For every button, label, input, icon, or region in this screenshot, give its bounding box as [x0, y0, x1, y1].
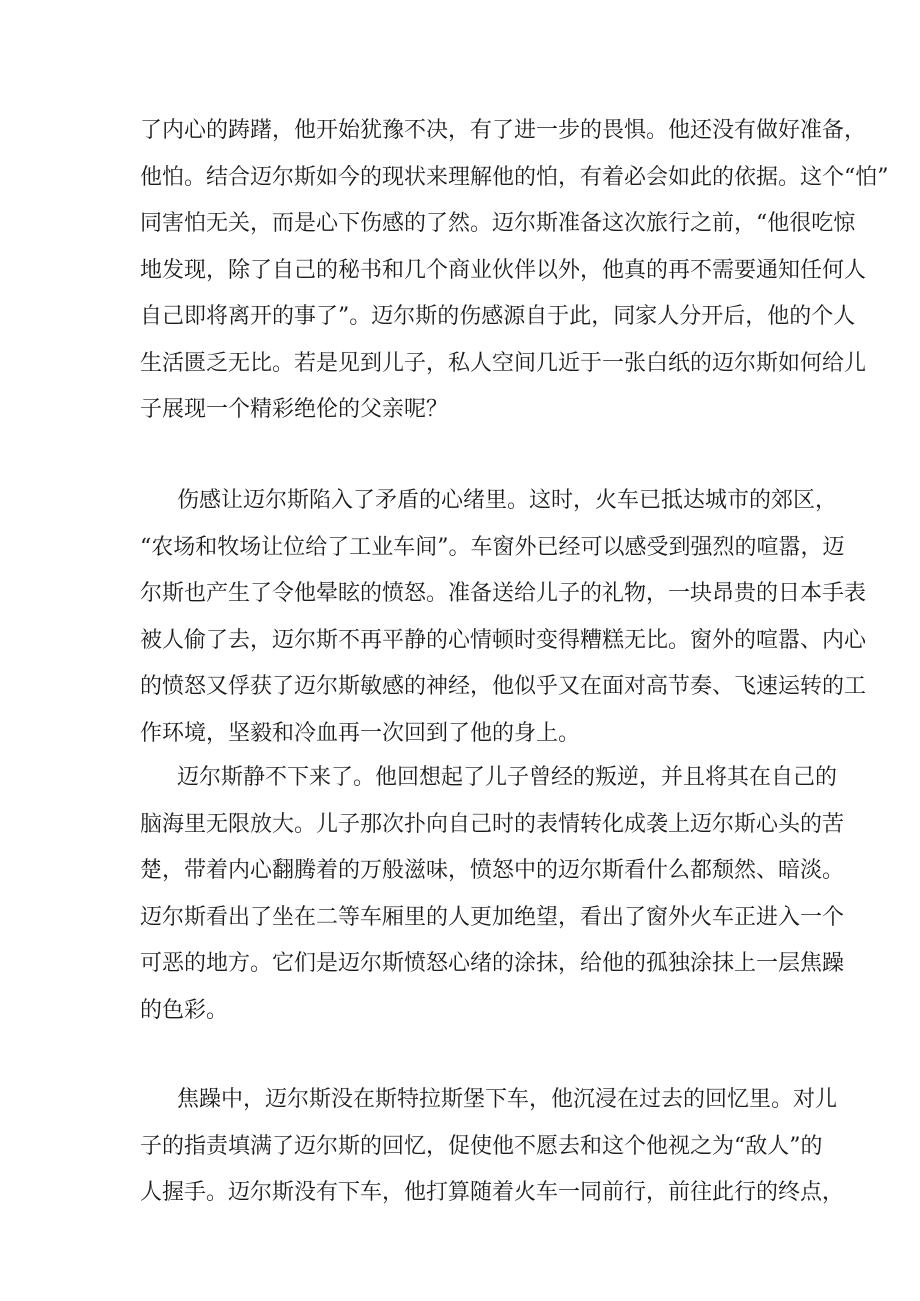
paragraph-line: 人握手。迈尔斯没有下车，他打算随着火车一同前行，前往此行的终点， — [140, 1180, 845, 1205]
paragraph-line: 楚，带着内心翻腾着的万般滋味，愤怒中的迈尔斯看什么都颓然、暗淡。 — [140, 858, 845, 883]
paragraph-line: 尔斯也产生了令他晕眩的愤怒。准备送给儿子的礼物，一块昂贵的日本手表 — [140, 581, 867, 606]
paragraph-line: 迈尔斯看出了坐在二等车厢里的人更加绝望，看出了窗外火车正进入一个 — [140, 904, 845, 930]
paragraph-line: 脑海里无限放大。儿子那次扑向自己时的表情转化成袭上迈尔斯心头的苦 — [140, 811, 845, 837]
paragraph-line: 被人偷了去，迈尔斯不再平静的心情顿时变得糟糕无比。窗外的喧嚣、内心 — [140, 627, 867, 653]
paragraph-line: 伤感让迈尔斯陷入了矛盾的心绪里。这时，火车已抵达城市的郊区， — [177, 488, 838, 513]
paragraph-line: 地发现，除了自己的秘书和几个商业伙伴以外，他真的再不需要通知任何人 — [140, 257, 867, 283]
paragraph-4 — [140, 1077, 845, 1217]
paragraph-line: 迈尔斯静不下来了。他回想起了儿子曾经的叛逆，并且将其在自己的 — [177, 765, 838, 790]
paragraph-2 — [140, 478, 867, 757]
paragraph-line: 自己即将离开的事了”。迈尔斯的伤感源自于此，同家人分开后，他的个人 — [140, 304, 856, 329]
paragraph-line: 生活匮乏无比。若是见到儿子，私人空间几近于一张白纸的迈尔斯如何给儿 — [140, 350, 867, 376]
paragraph-line: 了内心的踌躇，他开始犹豫不决，有了进一步的畏惧。他还没有做好准备， — [140, 118, 867, 143]
paragraph-line: 他怕。结合迈尔斯如今的现状来理解他的怕，有着必会如此的依据。这个“怕” — [140, 164, 889, 190]
paragraph-1 — [140, 108, 889, 434]
paragraph-line: 作环境，坚毅和冷血再一次回到了他的身上。 — [140, 720, 581, 746]
paragraph-line: 可恶的地方。它们是迈尔斯愤怒心绪的涂抹，给他的孤独涂抹上一层焦躁 — [140, 951, 845, 976]
paragraph-3 — [140, 755, 845, 1034]
paragraph-line: 子展现一个精彩绝伦的父亲呢？ — [140, 397, 449, 422]
paragraph-line: 的愤怒又俘获了迈尔斯敏感的神经，他似乎又在面对高节奏、飞速运转的工 — [140, 674, 867, 699]
paragraph-line: 子的指责填满了迈尔斯的回忆，促使他不愿去和这个他视之为“敌人”的 — [140, 1133, 823, 1159]
paragraph-line: 的色彩。 — [140, 997, 229, 1023]
paragraph-line: 焦躁中，迈尔斯没在斯特拉斯堡下车，他沉浸在过去的回忆里。对儿 — [177, 1087, 838, 1112]
paragraph-line: “农场和牧场让位给了工业车间”。车窗外已经可以感受到强烈的喧嚣，迈 — [140, 534, 845, 560]
paragraph-line: 同害怕无关，而是心下伤感的了然。迈尔斯准备这次旅行之前，“他很吃惊 — [140, 211, 856, 236]
